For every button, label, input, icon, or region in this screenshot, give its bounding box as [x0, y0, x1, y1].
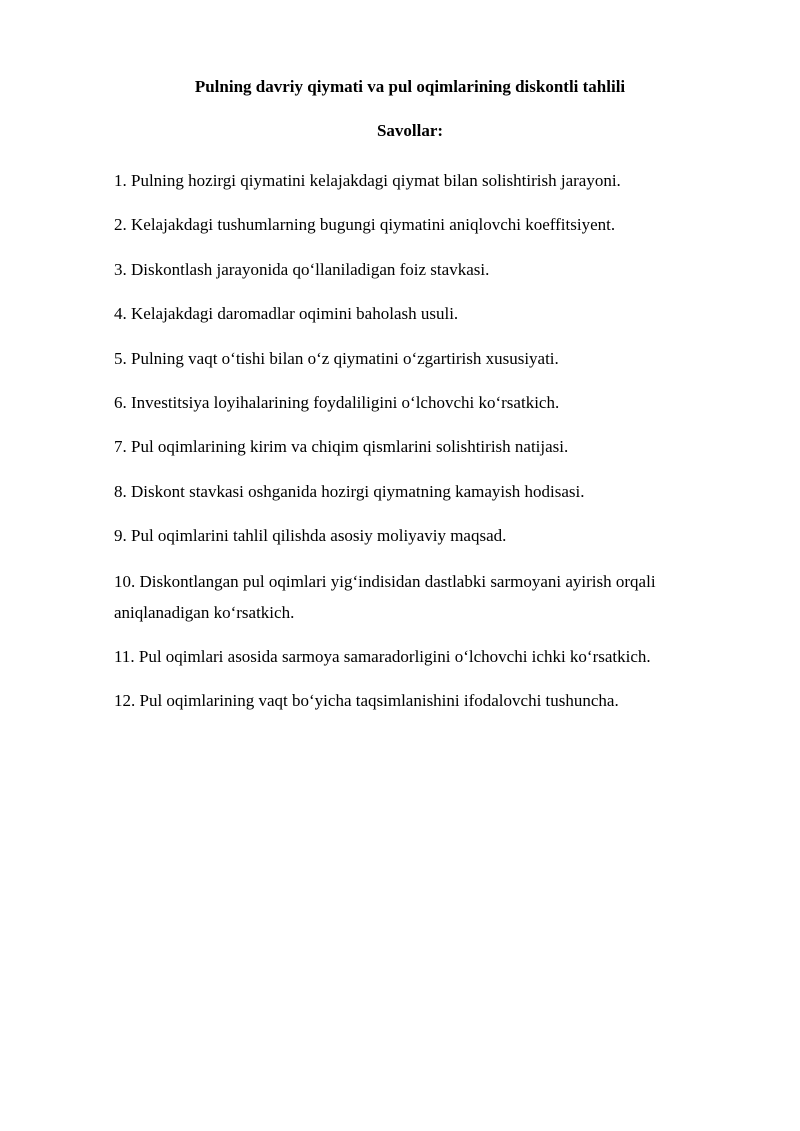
question-item-3: 3. Diskontlash jarayonida qo‘llaniladigan foiz stavkasi.: [114, 259, 490, 279]
questions-list: [114, 166, 724, 731]
question-item-2: 2. Kelajakdagi tushumlarning bugungi qiymatini aniqlovchi koeffitsiyent.: [114, 215, 616, 235]
document-title: Pulning davriy qiymati va pul oqimlarining diskontli tahlili: [194, 77, 626, 96]
question-item-7: 7. Pul oqimlarining kirim va chiqim qismlarini solishtirish natijasi.: [114, 437, 569, 457]
question-item-11: 11. Pul oqimlari asosida sarmoya samaradorligini o‘lchovchi ichki ko‘rsatkich.: [114, 646, 651, 666]
question-item-12: 12. Pul oqimlarining vaqt bo‘yicha taqsimlanishini ifodalovchi tushuncha.: [114, 691, 619, 711]
questions-heading: Savollar:: [376, 121, 444, 140]
question-item-5: 5. Pulning vaqt o‘tishi bilan o‘z qiymatini o‘zgartirish xususiyati.: [114, 348, 559, 368]
question-item-6: 6. Investitsiya loyihalarining foydaliligini o‘lchovchi ko‘rsatkich.: [114, 392, 560, 412]
question-item-4: 4. Kelajakdagi daromadlar oqimini baholash usuli.: [114, 304, 459, 324]
question-item-9: 9. Pul oqimlarini tahlil qilishda asosiy moliyaviy maqsad.: [114, 526, 507, 546]
question-item-10: 10. Diskontlangan pul oqimlari yig‘indisidan dastlabki sarmoyani ayirish orqali aniqlanadigan ko‘rsatkich.: [114, 571, 656, 622]
question-item-1: 1. Pulning hozirgi qiymatini kelajakdagi qiymat bilan solishtirish jarayoni.: [114, 171, 621, 190]
question-item-8: 8. Diskont stavkasi oshganida hozirgi qiymatning kamayish hodisasi.: [114, 481, 585, 501]
